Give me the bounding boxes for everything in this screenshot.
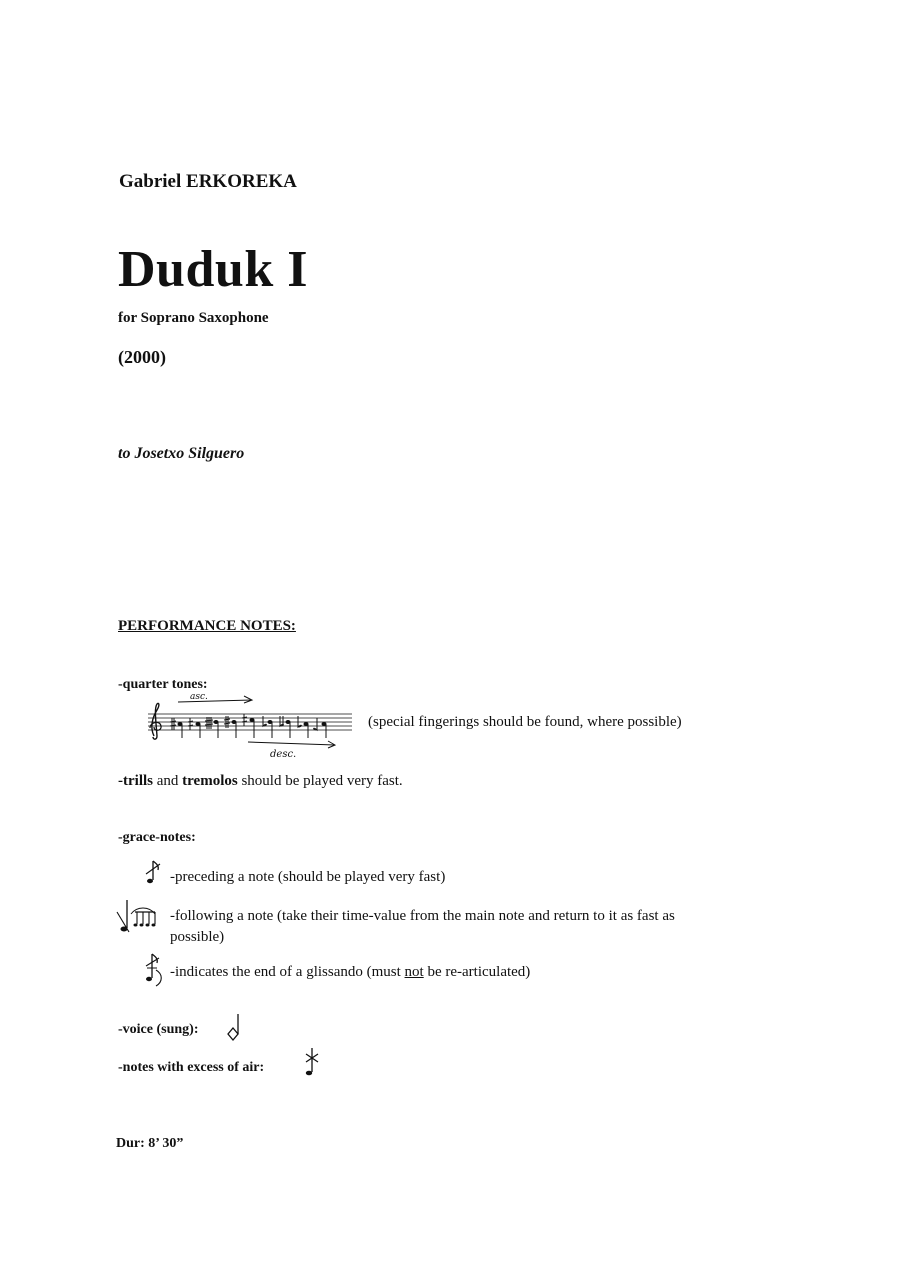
air-note-icon [302,1046,322,1080]
glissando-text-not: not [404,964,424,980]
preceding-grace-note-text: -preceding a note (should be played very fast) [170,869,446,885]
glissando-text-before: -indicates the end of a glissando (must [170,964,405,980]
quarter-tones-staff-icon [140,692,355,762]
subtitle: for Soprano Saxophone [118,310,269,326]
trills-rest: should be played very fast. [237,773,403,789]
glissando-end-icon [143,952,167,988]
dedication: to Josetxo Silguero [118,445,245,462]
grace-notes-label: -grace-notes: [118,830,196,845]
following-grace-notes-text: -following a note (take their time-value from the main note and return to it as fast as possible) [170,908,675,945]
quarter-tones-label: -quarter tones: [118,677,208,692]
composition-year: (2000) [118,347,166,367]
sung-note-icon [222,1012,244,1042]
glissando-text-after: be re-articulated) [423,964,531,980]
trills-note [118,773,403,790]
preceding-grace-note-icon [142,858,164,888]
tremolos-term: tremolos [182,773,238,789]
following-grace-notes-icon [113,898,158,938]
desc-label: desc. [270,749,297,760]
composer-name: Gabriel ERKOREKA [119,171,297,192]
asc-label: asc. [190,692,208,702]
page-title: Duduk I [118,241,308,298]
trills-term: -trills [118,773,153,789]
glissando-end-text [170,964,530,981]
air-notes-label: -notes with excess of air: [118,1060,265,1075]
quarter-tones-note: (special fingerings should be found, where possible) [368,714,682,730]
voice-label: -voice (sung): [118,1022,199,1037]
trills-connector: and [153,773,183,789]
performance-notes-heading: PERFORMANCE NOTES: [118,618,296,634]
duration: Dur: 8’ 30” [116,1136,184,1151]
